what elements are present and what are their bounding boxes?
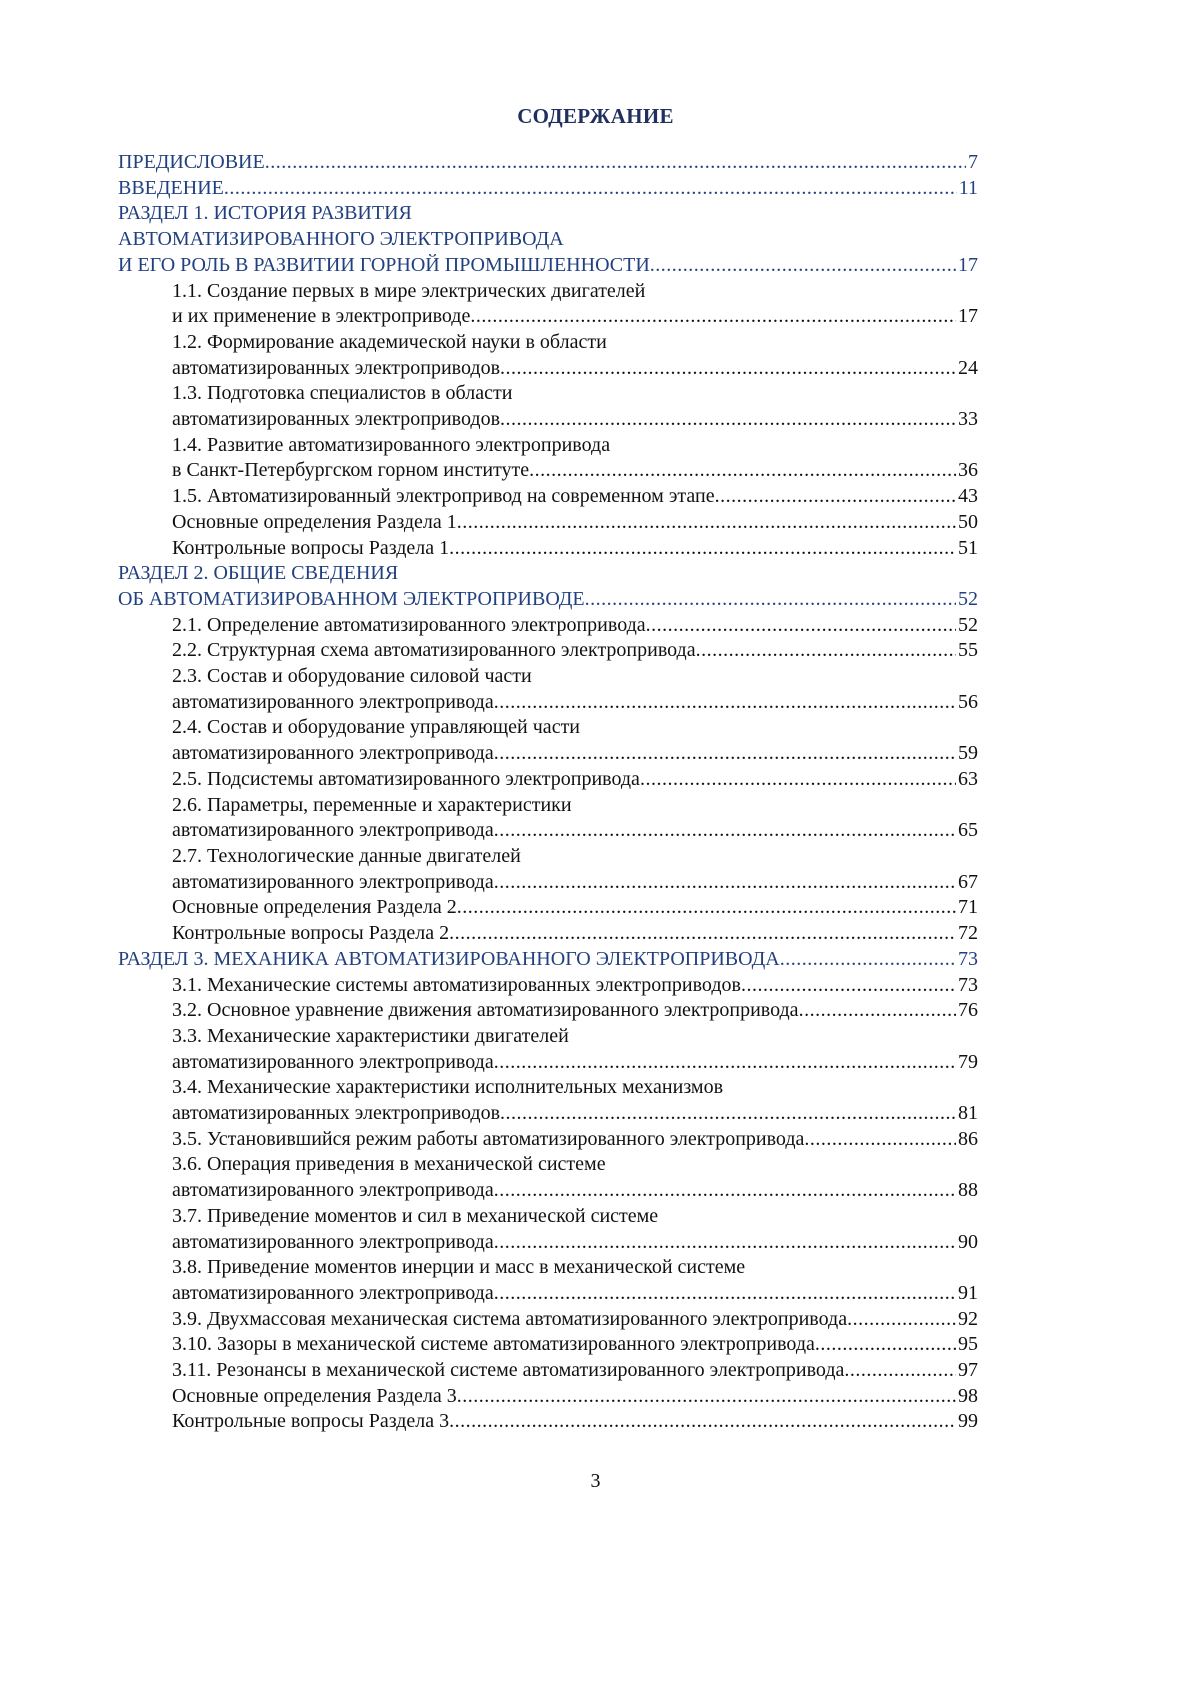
- toc-subsection-entry[interactable]: [118, 1204, 978, 1255]
- dot-leader: [799, 998, 956, 1024]
- toc-subsection-entry[interactable]: [118, 433, 978, 484]
- toc-line: [172, 1384, 978, 1410]
- table-of-contents: [118, 150, 978, 1435]
- toc-line: [172, 510, 978, 536]
- toc-line: [172, 1075, 978, 1101]
- toc-entry-title: Контрольные вопросы Раздела 1: [172, 536, 450, 559]
- toc-page-number: 43: [958, 485, 978, 508]
- toc-entry-title: и их применение в электроприводе: [172, 305, 471, 328]
- toc-page-number: 11: [958, 176, 978, 199]
- page-number: 3: [590, 1470, 601, 1492]
- toc-subsection-entry[interactable]: [118, 715, 978, 766]
- toc-entry-title: автоматизированного электропривода: [172, 819, 494, 842]
- toc-page-number: 91: [958, 1281, 978, 1304]
- toc-line: [172, 1332, 978, 1358]
- toc-line: [118, 561, 978, 587]
- toc-line: [172, 356, 978, 382]
- toc-page-number: 95: [958, 1333, 978, 1356]
- toc-page-number: 79: [958, 1050, 978, 1073]
- toc-entry-title: 3.8. Приведение моментов инерции и масс в механической системе: [172, 1256, 746, 1279]
- toc-line: [118, 176, 978, 202]
- toc-subsection-entry[interactable]: [118, 381, 978, 432]
- toc-entry-title: Контрольные вопросы Раздела 2: [172, 922, 450, 945]
- dot-leader: [500, 356, 956, 382]
- toc-subsection-entry[interactable]: [118, 1358, 978, 1384]
- toc-line: [118, 947, 978, 973]
- toc-page-number: 76: [958, 999, 978, 1022]
- toc-subsection-entry[interactable]: [118, 664, 978, 715]
- toc-entry-title: Основные определения Раздела 2: [172, 896, 457, 919]
- toc-page-number: 98: [958, 1384, 978, 1407]
- toc-page-number: 90: [958, 1230, 978, 1253]
- dot-leader: [265, 150, 966, 176]
- page-title: СОДЕРЖАНИЕ: [517, 104, 674, 128]
- toc-entry-title: автоматизированного электропривода: [172, 690, 494, 713]
- toc-line: [172, 330, 978, 356]
- toc-line: [172, 381, 978, 407]
- toc-entry-title: ПРЕДИСЛОВИЕ: [118, 151, 265, 173]
- toc-section-entry[interactable]: [118, 150, 978, 176]
- toc-subsection-entry[interactable]: [118, 1255, 978, 1306]
- dot-leader: [449, 1409, 956, 1435]
- toc-line: [172, 895, 978, 921]
- toc-line: [172, 690, 978, 716]
- toc-page-number: 72: [958, 922, 978, 945]
- toc-entry-title: автоматизированных электроприводов: [172, 356, 501, 379]
- toc-page-number: 24: [958, 356, 978, 379]
- toc-line: [172, 279, 978, 305]
- dot-leader: [457, 1384, 956, 1410]
- toc-line: [172, 1127, 978, 1153]
- toc-line: [172, 741, 978, 767]
- toc-entry-title: в Санкт-Петербургском горном институте: [172, 459, 530, 482]
- toc-section-entry[interactable]: [118, 176, 978, 202]
- toc-line: [172, 638, 978, 664]
- toc-entry-title: 2.7. Технологические данные двигателей: [172, 844, 521, 867]
- toc-line: [172, 870, 978, 896]
- toc-entry-title: 1.5. Автоматизированный электропривод на современном этапе: [172, 485, 715, 508]
- toc-entry-title: 3.1. Механические системы автоматизированных электроприводов: [172, 973, 741, 996]
- toc-subsection-entry[interactable]: [118, 1384, 978, 1410]
- toc-subsection-entry[interactable]: [118, 279, 978, 330]
- toc-section-entry[interactable]: [118, 947, 978, 973]
- toc-page-number: 52: [958, 587, 978, 610]
- toc-line: [172, 1178, 978, 1204]
- toc-line: [172, 767, 978, 793]
- toc-entry-title: РАЗДЕЛ 3. МЕХАНИКА АВТОМАТИЗИРОВАННОГО ЭЛЕКТРОПРИВОДА: [118, 947, 780, 970]
- toc-section-entry[interactable]: [118, 201, 978, 278]
- toc-page-number: 99: [958, 1410, 978, 1433]
- toc-subsection-entry[interactable]: [118, 973, 978, 999]
- toc-line: [172, 1204, 978, 1230]
- toc-page-number: 17: [958, 253, 978, 276]
- dot-leader: [585, 587, 956, 613]
- toc-page-number: 50: [958, 510, 978, 533]
- toc-line: [118, 587, 978, 613]
- toc-line: [172, 407, 978, 433]
- toc-subsection-entry[interactable]: [118, 613, 978, 639]
- toc-subsection-entry[interactable]: [118, 1332, 978, 1358]
- toc-entry-title: ВВЕДЕНИЕ: [118, 176, 224, 199]
- toc-subsection-entry[interactable]: [118, 921, 978, 947]
- dot-leader: [844, 1358, 956, 1384]
- toc-line: [172, 1409, 978, 1435]
- toc-line: [172, 536, 978, 562]
- dot-leader: [494, 1281, 956, 1307]
- dot-leader: [457, 510, 956, 536]
- toc-entry-title: автоматизированного электропривода: [172, 1230, 494, 1253]
- toc-page-number: 52: [958, 613, 978, 636]
- dot-leader: [457, 895, 956, 921]
- toc-page-number: 81: [958, 1102, 978, 1125]
- toc-subsection-entry[interactable]: [118, 1075, 978, 1126]
- toc-line: [172, 1255, 978, 1281]
- toc-entry-title: 1.3. Подготовка специалистов в области: [172, 382, 513, 405]
- toc-line: [172, 304, 978, 330]
- dot-leader: [470, 304, 956, 330]
- toc-entry-title: 2.6. Параметры, переменные и характеристики: [172, 793, 572, 816]
- toc-entry-title: 2.3. Состав и оборудование силовой части: [172, 665, 532, 688]
- dot-leader: [804, 1127, 956, 1153]
- toc-page-number: 17: [958, 305, 978, 328]
- toc-entry-title: 3.10. Зазоры в механической системе автоматизированного электропривода: [172, 1333, 815, 1356]
- toc-line: [172, 613, 978, 639]
- toc-page-number: 56: [958, 690, 978, 713]
- dot-leader: [500, 407, 956, 433]
- toc-line: [118, 253, 978, 279]
- dot-leader: [494, 1050, 956, 1076]
- toc-line: [172, 1101, 978, 1127]
- toc-subsection-entry[interactable]: [118, 1127, 978, 1153]
- dot-leader: [494, 870, 956, 896]
- toc-line: [172, 844, 978, 870]
- dot-leader: [449, 536, 956, 562]
- toc-page-number: 88: [958, 1179, 978, 1202]
- toc-line: [172, 1024, 978, 1050]
- toc-line: [172, 921, 978, 947]
- toc-line: [172, 973, 978, 999]
- toc-page-number: 33: [958, 408, 978, 431]
- toc-line: [118, 150, 978, 176]
- toc-page-number: 86: [958, 1127, 978, 1150]
- toc-entry-title: И ЕГО РОЛЬ В РАЗВИТИИ ГОРНОЙ ПРОМЫШЛЕННОСТИ: [118, 253, 650, 276]
- toc-line: [172, 433, 978, 459]
- toc-subsection-entry[interactable]: [118, 998, 978, 1024]
- dot-leader: [449, 921, 956, 947]
- toc-entry-title: РАЗДЕЛ 2. ОБЩИЕ СВЕДЕНИЯ: [118, 562, 399, 585]
- dot-leader: [646, 613, 956, 639]
- toc-entry-title: автоматизированного электропривода: [172, 1050, 494, 1073]
- toc-entry-title: Основные определения Раздела 3: [172, 1384, 457, 1407]
- toc-line: [172, 484, 978, 510]
- toc-entry-title: 3.6. Операция приведения в механической системе: [172, 1153, 606, 1176]
- toc-page-number: 97: [958, 1359, 978, 1382]
- dot-leader: [494, 1230, 956, 1256]
- toc-line: [172, 1281, 978, 1307]
- toc-entry-title: Основные определения Раздела 1: [172, 510, 457, 533]
- toc-page-number: 51: [958, 536, 978, 559]
- dot-leader: [494, 741, 956, 767]
- toc-page-number: 65: [958, 819, 978, 842]
- toc-entry-title: автоматизированных электроприводов: [172, 408, 501, 431]
- toc-entry-title: 2.5. Подсистемы автоматизированного электропривода: [172, 767, 640, 790]
- toc-line: [118, 201, 978, 227]
- toc-entry-title: 2.4. Состав и оборудование управляющей части: [172, 716, 581, 739]
- toc-entry-title: 3.7. Приведение моментов и сил в механической системе: [172, 1204, 659, 1227]
- dot-leader: [640, 767, 956, 793]
- toc-line: [172, 1307, 978, 1333]
- toc-line: [172, 458, 978, 484]
- toc-subsection-entry[interactable]: [118, 1024, 978, 1075]
- toc-subsection-entry[interactable]: [118, 767, 978, 793]
- toc-entry-title: автоматизированного электропривода: [172, 1179, 494, 1202]
- dot-leader: [696, 638, 956, 664]
- dot-leader: [815, 1332, 956, 1358]
- toc-line: [172, 1050, 978, 1076]
- toc-entry-title: автоматизированного электропривода: [172, 742, 494, 765]
- dot-leader: [650, 253, 956, 279]
- toc-page-number: 63: [958, 767, 978, 790]
- toc-entry-title: ОБ АВТОМАТИЗИРОВАННОМ ЭЛЕКТРОПРИВОДЕ: [118, 587, 585, 610]
- toc-entry-title: 1.4. Развитие автоматизированного электропривода: [172, 433, 611, 456]
- toc-subsection-entry[interactable]: [118, 1409, 978, 1435]
- toc-subsection-entry[interactable]: [118, 793, 978, 844]
- toc-page-number: 73: [958, 973, 978, 996]
- toc-page-number: 71: [958, 896, 978, 919]
- toc-entry-title: 3.3. Механические характеристики двигателей: [172, 1024, 569, 1047]
- toc-subsection-entry[interactable]: [118, 510, 978, 536]
- toc-entry-title: 1.1. Создание первых в мире электрических двигателей: [172, 279, 646, 302]
- toc-line: [118, 227, 978, 253]
- dot-leader: [224, 176, 957, 202]
- toc-page-number: 92: [958, 1307, 978, 1330]
- toc-entry-title: 3.4. Механические характеристики исполнительных механизмов: [172, 1076, 724, 1099]
- toc-subsection-entry[interactable]: [118, 638, 978, 664]
- toc-line: [172, 1358, 978, 1384]
- toc-entry-title: 1.2. Формирование академической науки в области: [172, 330, 607, 353]
- toc-entry-title: РАЗДЕЛ 1. ИСТОРИЯ РАЗВИТИЯ: [118, 202, 412, 225]
- dot-leader: [780, 947, 956, 973]
- toc-line: [172, 664, 978, 690]
- dot-leader: [494, 690, 956, 716]
- toc-entry-title: 3.5. Установившийся режим работы автоматизированного электропривода: [172, 1127, 805, 1150]
- toc-entry-title: АВТОМАТИЗИРОВАННОГО ЭЛЕКТРОПРИВОДА: [118, 228, 564, 251]
- toc-entry-title: 3.9. Двухмассовая механическая система автоматизированного электропривода: [172, 1307, 848, 1330]
- toc-subsection-entry[interactable]: [118, 536, 978, 562]
- toc-subsection-entry[interactable]: [118, 895, 978, 921]
- toc-line: [172, 715, 978, 741]
- toc-entry-title: 2.1. Определение автоматизированного электропривода: [172, 613, 646, 636]
- toc-line: [172, 818, 978, 844]
- toc-entry-title: автоматизированных электроприводов: [172, 1102, 501, 1125]
- toc-section-entry[interactable]: [118, 561, 978, 612]
- toc-entry-title: 2.2. Структурная схема автоматизированного электропривода: [172, 639, 696, 662]
- dot-leader: [847, 1307, 956, 1333]
- dot-leader: [529, 458, 956, 484]
- toc-line: [172, 1152, 978, 1178]
- toc-entry-title: автоматизированного электропривода: [172, 1281, 494, 1304]
- toc-line: [172, 793, 978, 819]
- toc-page-number: 59: [958, 742, 978, 765]
- toc-subsection-entry[interactable]: [118, 484, 978, 510]
- toc-entry-title: автоматизированного электропривода: [172, 870, 494, 893]
- toc-subsection-entry[interactable]: [118, 844, 978, 895]
- dot-leader: [715, 484, 956, 510]
- dot-leader: [494, 1178, 956, 1204]
- toc-entry-title: Контрольные вопросы Раздела 3: [172, 1410, 450, 1433]
- toc-line: [172, 1230, 978, 1256]
- toc-page-number: 73: [958, 947, 978, 970]
- toc-subsection-entry[interactable]: [118, 1307, 978, 1333]
- toc-page-number: 36: [958, 459, 978, 482]
- toc-subsection-entry[interactable]: [118, 1152, 978, 1203]
- dot-leader: [494, 818, 956, 844]
- toc-subsection-entry[interactable]: [118, 330, 978, 381]
- dot-leader: [500, 1101, 956, 1127]
- toc-page-number: 7: [968, 151, 978, 173]
- toc-line: [172, 998, 978, 1024]
- toc-entry-title: 3.11. Резонансы в механической системе автоматизированного электропривода: [172, 1359, 845, 1382]
- toc-entry-title: 3.2. Основное уравнение движения автоматизированного электропривода: [172, 999, 799, 1022]
- toc-page-number: 55: [958, 639, 978, 662]
- dot-leader: [741, 973, 956, 999]
- toc-page-number: 67: [958, 870, 978, 893]
